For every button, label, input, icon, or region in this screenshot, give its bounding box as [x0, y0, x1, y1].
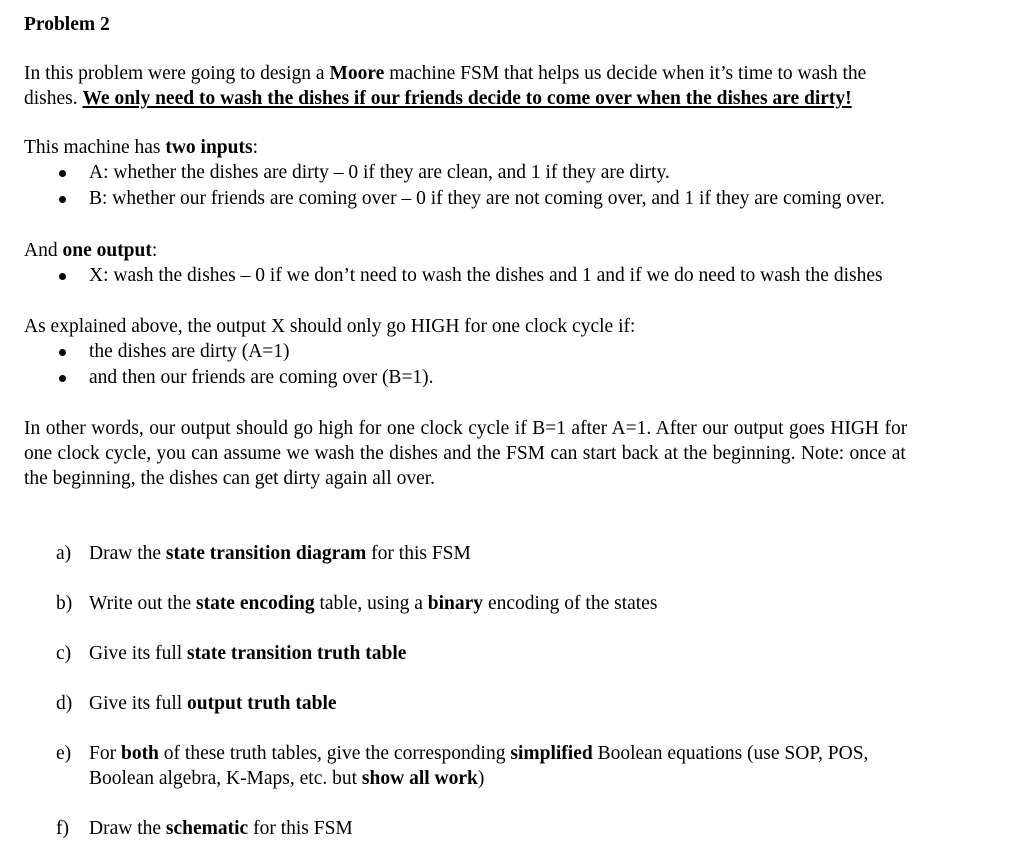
question-bold: both [120, 743, 159, 764]
problem-title: Problem 2 [24, 14, 110, 35]
inputs-section [24, 135, 885, 212]
intro-paragraph [24, 61, 866, 111]
bullet-icon [59, 375, 66, 382]
question-f [24, 816, 353, 841]
output-lead-text: And [24, 240, 63, 261]
question-label: f) [56, 818, 69, 839]
question-label: e) [56, 743, 72, 764]
other-words-line-1: In other words, our output should go high for one clock cycle if B=1 after A=1. After our output goes HIGH for [24, 418, 908, 439]
question-bold: schematic [165, 818, 249, 839]
output-section [24, 238, 883, 289]
question-bold: state transition truth table [187, 643, 407, 664]
input-a-text: A: whether the dishes are dirty – 0 if they are clean, and 1 if they are dirty. [89, 162, 670, 183]
question-c [24, 641, 406, 666]
question-label: d) [56, 693, 73, 714]
inputs-list [24, 160, 885, 212]
question-e [24, 741, 868, 791]
question-text: Give its full [89, 693, 188, 714]
intro-line-2 [24, 86, 866, 111]
intro-moore: Moore [329, 63, 385, 84]
list-item [24, 339, 635, 365]
question-a [24, 541, 471, 566]
other-words-line-3: the beginning, the dishes can get dirty again all over. [24, 468, 436, 489]
inputs-lead [24, 135, 885, 160]
question-text: Draw the [89, 818, 166, 839]
list-item [24, 263, 883, 289]
question-b [24, 591, 657, 616]
question-text: For [89, 743, 121, 764]
question-label: b) [56, 593, 73, 614]
explained-section [24, 314, 635, 391]
question-text: for this FSM [248, 818, 353, 839]
question-text: Boolean equations (use SOP, POS, [592, 743, 869, 764]
list-item [24, 186, 885, 212]
intro-text: dishes. [24, 88, 83, 109]
explained-list [24, 339, 635, 391]
intro-text: In this problem were going to design a [24, 63, 330, 84]
question-label: c) [56, 643, 72, 664]
question-bold: output truth table [187, 693, 337, 714]
question-text: for this FSM [366, 543, 471, 564]
list-item [24, 365, 635, 391]
bullet-icon [59, 196, 66, 203]
intro-text: machine FSM that helps us decide when it’s time to wash the [384, 63, 867, 84]
inputs-lead-colon: : [252, 137, 259, 158]
bullet-icon [59, 349, 66, 356]
question-text: Write out the [89, 593, 196, 614]
explained-item-text: and then our friends are coming over (B=1). [89, 367, 434, 388]
other-words-line-2: one clock cycle, you can assume we wash the dishes and the FSM can start back at the beginning. Note: once at [24, 443, 906, 464]
list-item [24, 160, 885, 186]
intro-line-1 [24, 61, 866, 86]
question-text: Boolean algebra, K-Maps, etc. but [89, 768, 362, 789]
question-bold: state transition diagram [165, 543, 367, 564]
question-d [24, 691, 337, 716]
question-text: encoding of the states [483, 593, 658, 614]
question-text: ) [477, 768, 485, 789]
explained-item-text: the dishes are dirty (A=1) [89, 341, 290, 362]
question-text: Give its full [89, 643, 188, 664]
question-label: a) [56, 543, 72, 564]
question-text: Draw the [89, 543, 166, 564]
intro-emphasis: We only need to wash the dishes if our friends decide to come over when the dishes are dirty! [82, 88, 852, 109]
bullet-icon [59, 170, 66, 177]
question-bold: simplified [510, 743, 593, 764]
output-lead [24, 238, 883, 263]
output-x-text: X: wash the dishes – 0 if we don’t need to wash the dishes and 1 and if we do need to wash the dishes [89, 265, 883, 286]
question-text: table, using a [314, 593, 428, 614]
explained-lead: As explained above, the output X should only go HIGH for one clock cycle if: [24, 316, 636, 337]
inputs-lead-text: This machine has [24, 137, 166, 158]
bullet-icon [59, 273, 66, 280]
question-text: of these truth tables, give the corresponding [158, 743, 511, 764]
output-list [24, 263, 883, 289]
question-bold: state encoding [195, 593, 315, 614]
question-bold: binary [427, 593, 484, 614]
question-bold: show all work [361, 768, 478, 789]
inputs-lead-bold: two inputs [165, 137, 253, 158]
output-lead-colon: : [151, 240, 158, 261]
output-lead-bold: one output [62, 240, 152, 261]
other-words-paragraph [24, 416, 994, 491]
input-b-text: B: whether our friends are coming over – 0 if they are not coming over, and 1 if they are coming over. [89, 188, 885, 209]
